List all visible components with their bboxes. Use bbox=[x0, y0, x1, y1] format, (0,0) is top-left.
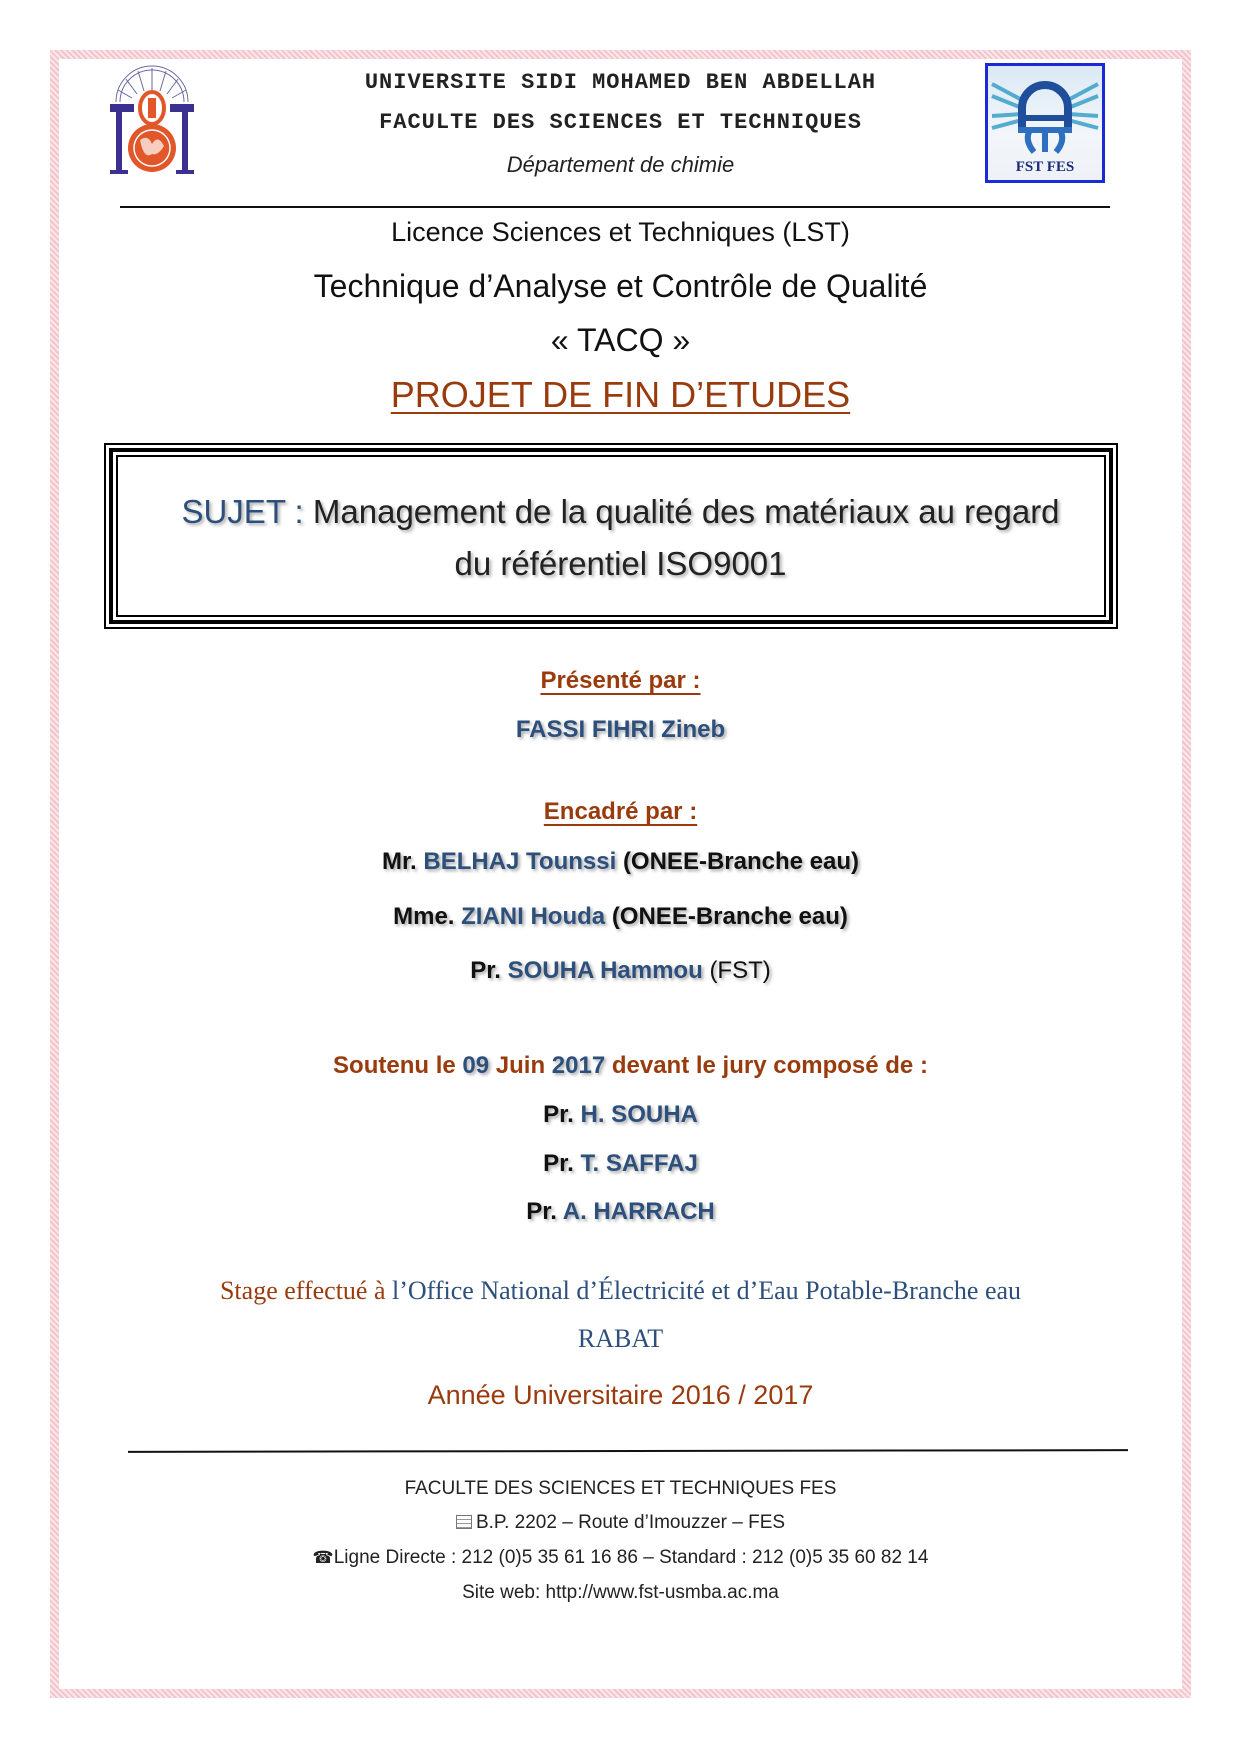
faculty-name: FACULTE DES SCIENCES ET TECHNIQUES bbox=[379, 110, 862, 135]
defense-day: 09 bbox=[462, 1052, 490, 1079]
supervisor-title: Mr. bbox=[382, 848, 417, 875]
track-acronym: « TACQ » bbox=[550, 322, 691, 358]
supervisor-name: BELHAJ Tounssi bbox=[423, 848, 617, 875]
subject-box bbox=[104, 443, 1118, 629]
presenter-heading-text: Présenté par : bbox=[540, 667, 701, 694]
document-type-text: PROJET DE FIN D’ETUDES bbox=[390, 374, 851, 415]
jury-member bbox=[0, 1150, 1241, 1178]
jury-title: Pr. bbox=[543, 1150, 574, 1177]
footer-phone-line bbox=[0, 1547, 1241, 1569]
defense-year: 2017 bbox=[551, 1052, 606, 1079]
fst-fes-logo-text: FST FES bbox=[1015, 159, 1075, 175]
footer-institution: FACULTE DES SCIENCES ET TECHNIQUES FES bbox=[404, 1478, 837, 1499]
supervisor-name: ZIANI Houda bbox=[461, 903, 606, 930]
internship-city: RABAT bbox=[577, 1324, 664, 1353]
presenter-name: FASSI FIHRI Zineb bbox=[515, 716, 726, 743]
subject-line-1 bbox=[0, 493, 1241, 531]
supervisor-affiliation: (ONEE-Branche eau) bbox=[622, 848, 859, 875]
fst-fes-logo bbox=[985, 63, 1105, 183]
document-type-title bbox=[0, 374, 1241, 416]
university-name: UNIVERSITE SIDI MOHAMED BEN ABDELLAH bbox=[364, 70, 877, 95]
supervisor-title: Mme. bbox=[393, 903, 455, 930]
presenter-heading bbox=[0, 667, 1241, 695]
footer-address: B.P. 2202 – Route d’Imouzzer – FES bbox=[475, 1512, 786, 1533]
subject-text-1: Management de la qualité des matériaux au regard bbox=[312, 493, 1060, 530]
defense-line bbox=[0, 1052, 1241, 1080]
jury-name: H. SOUHA bbox=[580, 1101, 698, 1128]
supervisor-name: SOUHA Hammou bbox=[507, 957, 703, 984]
supervisor-affiliation: (ONEE-Branche eau) bbox=[611, 903, 848, 930]
internship-line bbox=[0, 1276, 1241, 1306]
footer-address-line bbox=[0, 1512, 1241, 1534]
supervisor-row bbox=[0, 848, 1241, 876]
supervisors-heading-text: Encadré par : bbox=[543, 798, 698, 825]
phone-icon: ☎ bbox=[312, 1548, 334, 1567]
defense-prefix: Soutenu le bbox=[333, 1052, 456, 1079]
track-title: Technique d’Analyse et Contrôle de Qualité bbox=[313, 268, 928, 304]
footer-phone: Ligne Directe : 212 (0)5 35 61 16 86 – Standard : 212 (0)5 35 60 82 14 bbox=[333, 1547, 929, 1568]
jury-title: Pr. bbox=[526, 1198, 557, 1225]
mailbox-icon bbox=[456, 1515, 472, 1529]
supervisor-title: Pr. bbox=[470, 957, 501, 984]
internship-prefix: Stage effectué à bbox=[219, 1276, 386, 1305]
jury-member bbox=[0, 1198, 1241, 1226]
jury-title: Pr. bbox=[543, 1101, 574, 1128]
licence-title: Licence Sciences et Techniques (LST) bbox=[391, 217, 850, 247]
subject-line-2: du référentiel ISO9001 bbox=[454, 545, 787, 582]
department-name: Département de chimie bbox=[506, 152, 735, 177]
supervisor-affiliation: (FST) bbox=[709, 957, 771, 984]
defense-month: Juin bbox=[495, 1052, 546, 1079]
academic-year: Année Universitaire 2016 / 2017 bbox=[427, 1380, 814, 1410]
subject-box-inner-frame bbox=[116, 455, 1106, 617]
internship-place: l’Office National d’Électricité et d’Eau Potable-Branche eau bbox=[392, 1276, 1022, 1305]
footer-website[interactable]: Site web: http://www.fst-usmba.ac.ma bbox=[462, 1582, 779, 1603]
jury-member bbox=[0, 1101, 1241, 1129]
jury-name: A. HARRACH bbox=[562, 1198, 715, 1225]
defense-suffix: devant le jury composé de : bbox=[611, 1052, 928, 1079]
jury-name: T. SAFFAJ bbox=[580, 1150, 698, 1177]
supervisor-row bbox=[0, 957, 1241, 985]
supervisor-row bbox=[0, 903, 1241, 931]
supervisors-heading bbox=[0, 798, 1241, 826]
subject-label: SUJET : bbox=[181, 493, 304, 530]
header-divider bbox=[120, 206, 1110, 208]
